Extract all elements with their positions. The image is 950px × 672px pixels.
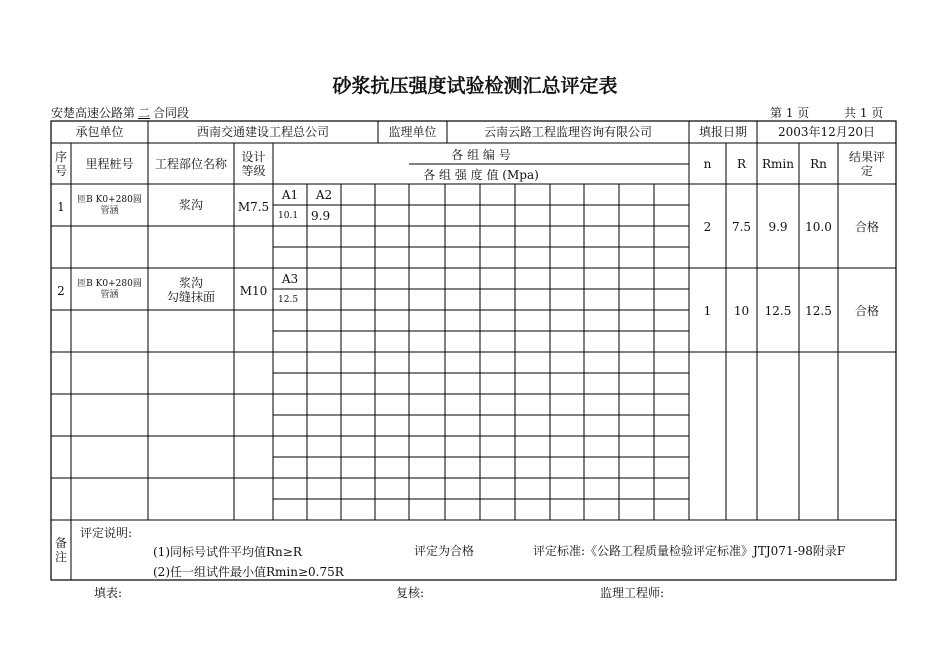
- record-2-station-1: 匝B K0+280圆: [77, 279, 142, 289]
- date-value: 2003年12月20日: [777, 125, 876, 139]
- record-1-grade: M7.5: [237, 200, 270, 214]
- col-seq-2: 号: [54, 164, 67, 178]
- record-1-seq: 1: [57, 200, 65, 214]
- footer-reviewed-by: 复核:: [396, 586, 425, 600]
- record-1-rn: 10.0: [805, 220, 832, 234]
- record-1-part: 浆沟: [178, 198, 203, 212]
- record-2-grade: M10: [239, 284, 268, 298]
- footer-engineer: 监理工程师:: [600, 586, 665, 600]
- record-2-seq: 2: [57, 284, 65, 298]
- record-1-result: 合格: [854, 220, 879, 234]
- col-r: R: [736, 157, 747, 171]
- col-result-2: 定: [860, 164, 873, 178]
- record-1-group-2-value: 9.9: [311, 209, 331, 223]
- record-1-rmin: 9.9: [768, 220, 788, 234]
- col-n: n: [703, 157, 712, 171]
- record-2-rmin: 12.5: [764, 304, 792, 318]
- record-2-group-1-value: 12.5: [278, 295, 299, 305]
- supervisor-label: 监理单位: [388, 125, 437, 139]
- col-seq-1: 序: [54, 150, 67, 164]
- project-info: [51, 106, 189, 120]
- page-title: 砂浆抗压强度试验检测汇总评定表: [332, 75, 618, 97]
- record-2-station-2: 管涵: [100, 290, 119, 300]
- record-1-station-2: 管涵: [100, 206, 119, 216]
- page-total: 共 1 页: [844, 106, 884, 120]
- record-2-rn: 12.5: [805, 304, 832, 318]
- record-1-group-1-value: 10.1: [278, 211, 299, 221]
- record-2-part-2: 勾缝抹面: [166, 290, 215, 304]
- col-rmin: Rmin: [762, 157, 794, 171]
- col-rn: Rn: [810, 157, 827, 171]
- record-1-r: 7.5: [731, 220, 752, 234]
- section-number: 二: [138, 106, 151, 120]
- remarks-standard: 评定标准:《公路工程质量检验评定标准》JTJ071-98附录F: [533, 544, 846, 558]
- contractor-value: 西南交通建设工程总公司: [196, 125, 329, 139]
- remarks-label-1: 备: [54, 536, 67, 550]
- contractor-label: 承包单位: [75, 125, 124, 139]
- record-2-n: 1: [703, 304, 712, 318]
- date-label: 填报日期: [698, 125, 747, 139]
- remarks-line-1: (1)同标号试件平均值Rn≥R: [153, 545, 302, 559]
- record-2-result: 合格: [854, 304, 879, 318]
- page-current: 第 1 页: [770, 106, 810, 120]
- record-1-station-1: 匝B K0+280圆: [77, 195, 142, 205]
- supervisor-value: 云南云路工程监理咨询有限公司: [483, 125, 652, 139]
- footer-filled-by: 填表:: [94, 586, 123, 600]
- record-1-n: 2: [703, 220, 712, 234]
- col-strength: 各 组 强 度 值 (Mpa): [423, 168, 539, 182]
- record-1-group-2-id: A2: [315, 188, 333, 202]
- record-2-group-1-id: A3: [281, 272, 299, 286]
- record-2-r: 10: [733, 304, 750, 318]
- record-2-part-1: 浆沟: [178, 276, 203, 290]
- col-part: 工程部位名称: [154, 157, 227, 171]
- col-grade-1: 设计: [241, 150, 266, 164]
- remarks-line-2: (2)任一组试件最小值Rmin≥0.75R: [153, 565, 344, 579]
- project-suffix: 合同段: [153, 106, 190, 120]
- remarks-verdict: 评定为合格: [414, 544, 475, 558]
- project-prefix: 安楚高速公路第: [51, 106, 136, 120]
- col-grade-2: 等级: [241, 164, 266, 178]
- col-result-1: 结果评: [848, 150, 885, 164]
- remarks-heading: 评定说明:: [80, 526, 133, 540]
- remarks-label-2: 注: [54, 550, 67, 564]
- col-group-number: 各 组 编 号: [451, 148, 511, 162]
- col-station: 里程桩号: [85, 157, 134, 171]
- record-1-group-1-id: A1: [281, 188, 299, 202]
